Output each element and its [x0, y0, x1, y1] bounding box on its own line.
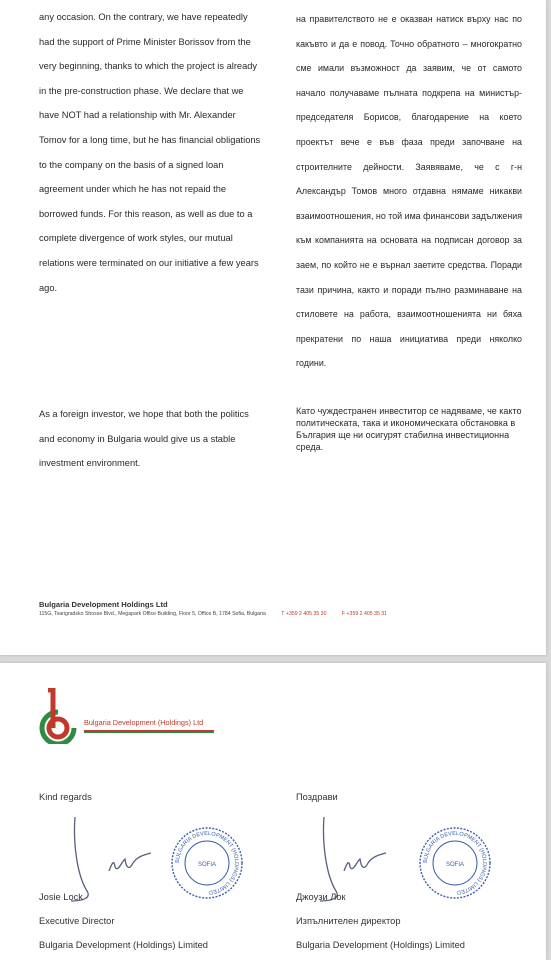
english-column — [39, 5, 264, 300]
english-paragraph-2: As a foreign investor, we hope that both the politics and economy in Bulgaria would give us a stable investment environment. — [39, 409, 249, 469]
svg-text:BULGARIA DEVELOPMENT (HOLDINGS: BULGARIA DEVELOPMENT (HOLDINGS) LIMITED — [422, 830, 488, 895]
bulgarian-paragraph-1: на правителството не е оказван натиск върху нас по какъвто и да е повод. Точно обратното – многократно сме имали възможност да заявим, че от самото начало получаваме пълната подкрепа на министър-председателя Борисов, благодарение на което проектът вече е във фаза преди започване на строителните дейности. Заявяваме, че с г-н Александър Томов много отдавна нямаме никакви взаимоотношения, но той има финансови задължения към компанията на основата на подписан договор за заем, по който не е върнал заетите средства. Поради тази причина, както и поради пълно разминаване на стиловете на работа, взаимоотношенията ни бяха прекратени по наша инициатива преди няколко години. — [296, 14, 522, 369]
bulgarian-closing-column — [296, 405, 522, 453]
svg-text:SOFIA: SOFIA — [197, 862, 217, 868]
logo-underline — [84, 730, 214, 733]
english-company: Bulgaria Development (Holdings) Limited — [39, 940, 208, 950]
logo-company-name: Bulgaria Development (Holdings) Ltd — [84, 718, 204, 727]
svg-text:SOFIA: SOFIA — [445, 862, 465, 868]
company-logo-icon — [39, 688, 77, 744]
footer-address-line — [39, 611, 387, 617]
footer-company-name: Bulgaria Development Holdings Ltd — [39, 600, 168, 609]
bulgarian-signatory-title: Изпълнителен директор — [296, 916, 401, 926]
english-signatory-name: Josie Lock — [39, 892, 83, 902]
footer-address: 115G, Tsarigradsko Shosse Blvd., Megapark Office Building, Floor 5, Office B, 1784 Sofia, Bulgaria — [39, 611, 266, 617]
bulgarian-signatory-name: Джоузи Лок — [296, 892, 346, 902]
bulgarian-paragraph-2: Като чуждестранен инвеститор се надяваме, че както политическата, така и икономическата обстановка в България ще ни осигурят стабилна инвестиционна среда. — [296, 406, 522, 452]
english-signatory-title: Executive Director — [39, 916, 115, 926]
english-company-seal-icon — [170, 826, 244, 900]
english-closing-column — [39, 402, 264, 476]
english-paragraph-1: any occasion. On the contrary, we have repeatedly had the support of Prime Minister Borissov from the very beginning, thanks to which the project is already in the pre-construction phase. We declare that we have NOT had a relationship with Mr. Alexander Tomov for a long time, but he has financial obligations to the company on the basis of a signed loan agreement under which he has not repaid the borrowed funds. For this reason, as well as due to a complete divergence of work styles, our mutual relations were terminated on our initiative a few years ago. — [39, 12, 261, 293]
bulgarian-column — [296, 7, 522, 376]
footer-fax: F +359 2 405 35 31 — [341, 611, 388, 617]
svg-text:BULGARIA DEVELOPMENT (HOLDINGS: BULGARIA DEVELOPMENT (HOLDINGS) LIMITED — [174, 830, 240, 895]
footer-phone: T +359 2 405 35 30 — [281, 611, 327, 617]
english-regards: Kind regards — [39, 792, 92, 802]
bulgarian-regards: Поздрави — [296, 792, 338, 802]
letter-page-2 — [0, 663, 546, 960]
bulgarian-company: Bulgaria Development (Holdings) Limited — [296, 940, 465, 950]
bulgarian-company-seal-icon — [418, 826, 492, 900]
